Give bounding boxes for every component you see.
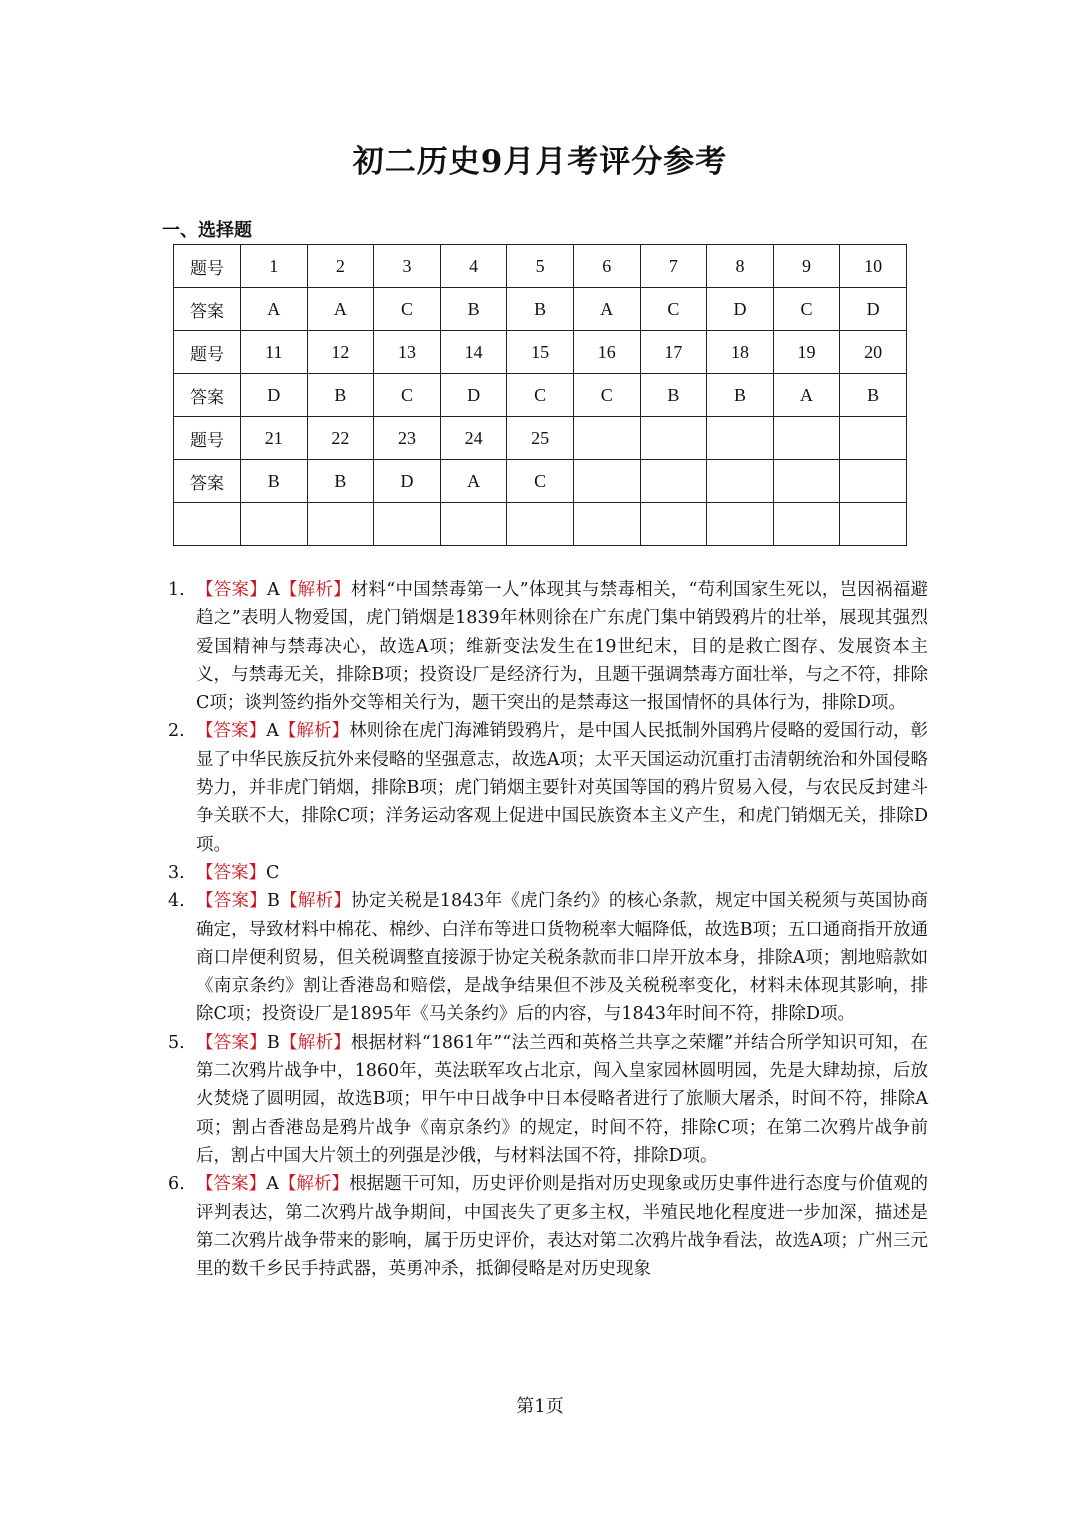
answer-table xyxy=(173,244,907,546)
answer-tag: 【答案】 xyxy=(196,891,267,912)
question-number-cell xyxy=(773,417,840,460)
explanation-item xyxy=(168,717,928,858)
analysis-text: 根据材料“1861年”“法兰西和英格兰共享之荣耀”并结合所学知识可知，在第二次鸦片战争中，1860年，英法联军攻占北京，闯入皇家园林圆明园，先是大肆劫掠，后放火焚烧了圆明园，故选B项；甲午中日战争中日本侵略者进行了旅顺大屠杀，时间不符，排除A项；割占香港岛是鸦片战争《南京条约》的规定，时间不符，排除C项；在第二次鸦片战争前后，割占中国大片领土的列强是沙俄，与材料法国不符，排除D项。 xyxy=(196,1032,929,1166)
answer-cell: A xyxy=(307,288,374,331)
item-answer: B xyxy=(266,1032,280,1053)
answer-cell: C xyxy=(640,288,707,331)
empty-cell xyxy=(174,503,241,546)
answer-cell: C xyxy=(573,374,640,417)
analysis-tag: 【解析】 xyxy=(279,891,352,912)
answer-cell: A xyxy=(241,288,308,331)
answer-cell: D xyxy=(707,288,774,331)
empty-cell xyxy=(640,503,707,546)
answer-tag: 【答案】 xyxy=(196,1032,267,1053)
answer-cell: B xyxy=(640,374,707,417)
question-number-cell: 20 xyxy=(840,331,907,374)
page-footer: 第1页 xyxy=(516,1396,564,1417)
item-body xyxy=(196,1029,928,1170)
question-number-cell xyxy=(840,417,907,460)
question-number-cell: 1 xyxy=(241,245,308,288)
answer-cell xyxy=(707,460,774,503)
empty-cell xyxy=(773,503,840,546)
row-label-number: 题号 xyxy=(174,331,241,374)
question-number-cell: 24 xyxy=(440,417,507,460)
answer-tag: 【答案】 xyxy=(196,580,267,600)
analysis-tag: 【解析】 xyxy=(278,1174,350,1195)
item-body xyxy=(196,576,928,717)
answer-tag: 【答案】 xyxy=(196,862,266,883)
question-number-cell xyxy=(707,417,774,460)
explanation-list xyxy=(168,576,928,1283)
empty-cell xyxy=(573,503,640,546)
answer-tag: 【答案】 xyxy=(196,721,267,742)
explanation-item xyxy=(168,1170,928,1283)
answer-row xyxy=(174,374,907,417)
analysis-tag: 【解析】 xyxy=(278,721,350,742)
section-title: 一、选择题 xyxy=(162,220,252,241)
question-number-cell: 9 xyxy=(773,245,840,288)
empty-cell xyxy=(507,503,574,546)
answer-cell: C xyxy=(507,374,574,417)
analysis-tag: 【解析】 xyxy=(279,580,351,600)
answer-row xyxy=(174,460,907,503)
question-number-row xyxy=(174,245,907,288)
empty-cell xyxy=(374,503,441,546)
question-number-cell: 2 xyxy=(307,245,374,288)
answer-cell: D xyxy=(440,374,507,417)
row-label-answer: 答案 xyxy=(174,288,241,331)
answer-cell: B xyxy=(440,288,507,331)
answer-cell xyxy=(640,460,707,503)
question-number-cell: 22 xyxy=(307,417,374,460)
empty-cell xyxy=(440,503,507,546)
item-body xyxy=(196,717,928,858)
question-number-cell xyxy=(640,417,707,460)
item-answer: B xyxy=(266,891,280,912)
answer-cell: B xyxy=(507,288,574,331)
item-answer: A xyxy=(266,1174,279,1195)
explanation-item xyxy=(168,859,928,887)
answer-cell: A xyxy=(440,460,507,503)
question-number-cell: 10 xyxy=(840,245,907,288)
answer-cell: B xyxy=(840,374,907,417)
answer-cell: A xyxy=(773,374,840,417)
question-number-cell: 23 xyxy=(374,417,441,460)
question-number-cell: 13 xyxy=(374,331,441,374)
question-number-cell: 15 xyxy=(507,331,574,374)
item-number: 5. xyxy=(168,1032,185,1053)
question-number-cell: 18 xyxy=(707,331,774,374)
question-number-cell: 14 xyxy=(440,331,507,374)
answer-cell xyxy=(773,460,840,503)
answer-cell: B xyxy=(307,460,374,503)
item-body xyxy=(196,887,928,1028)
question-number-row xyxy=(174,417,907,460)
analysis-text: 材料“中国禁毒第一人”体现其与禁毒相关，“苟利国家生死以，岂因祸福避趋之”表明人物爱国，虎门销烟是1839年林则徐在广东虎门集中销毁鸦片的壮举，展现其强烈爱国精神与禁毒决心，故选A项；维新变法发生在19世纪末，目的是救亡图存、发展资本主义，与禁毒无关，排除B项；投资设厂是经济行为，且题干强调禁毒方面壮举，与之不符，排除C项；谈判签约指外交等相关行为，题干突出的是禁毒这一报国情怀的具体行为，排除D项。 xyxy=(196,580,929,714)
answer-cell: C xyxy=(374,374,441,417)
answer-cell: B xyxy=(707,374,774,417)
item-number: 2. xyxy=(168,721,185,742)
analysis-tag: 【解析】 xyxy=(279,1032,351,1053)
question-number-row xyxy=(174,331,907,374)
item-answer: A xyxy=(266,721,279,742)
explanation-item xyxy=(168,887,928,1028)
analysis-text: 林则徐在虎门海滩销毁鸦片，是中国人民抵制外国鸦片侵略的爱国行动，彰显了中华民族反抗外来侵略的坚强意志，故选A项；太平天国运动沉重打击清朝统治和外国侵略势力，并非虎门销烟，排除B项；虎门销烟主要针对英国等国的鸦片贸易入侵，与农民反封建斗争关联不大，排除C项；洋务运动客观上促进中国民族资本主义产生，和虎门销烟无关，排除D项。 xyxy=(196,721,929,855)
question-number-cell: 3 xyxy=(374,245,441,288)
question-number-cell xyxy=(573,417,640,460)
row-label-answer: 答案 xyxy=(174,374,241,417)
question-number-cell: 21 xyxy=(241,417,308,460)
question-number-cell: 17 xyxy=(640,331,707,374)
question-number-cell: 8 xyxy=(707,245,774,288)
row-label-number: 题号 xyxy=(174,417,241,460)
analysis-text: 协定关税是1843年《虎门条约》的核心条款，规定中国关税须与英国协商确定，导致材料中棉花、棉纱、白洋布等进口货物税率大幅降低，故选B项；五口通商指开放通商口岸便利贸易，但关税调整直接源于协定关税条款而非口岸开放本身，排除A项；割地赔款如《南京条约》割让香港岛和赔偿，是战争结果但不涉及关税税率变化，材料未体现其影响，排除C项；投资设厂是1895年《马关条约》后的内容，与1843年时间不符，排除D项。 xyxy=(196,891,928,1025)
row-label-number: 题号 xyxy=(174,245,241,288)
item-answer: A xyxy=(266,580,280,600)
analysis-text: 根据题干可知，历史评价则是指对历史现象或历史事件进行态度与价值观的评判表达，第二次鸦片战争期间，中国丧失了更多主权，半殖民地化程度进一步加深，描述是第二次鸦片战争带来的影响，属于历史评价，表达对第二次鸦片战争看法，故选A项；广州三元里的数千乡民手持武器，英勇冲杀，抵御侵略是对历史现象 xyxy=(196,1174,929,1280)
empty-cell xyxy=(840,503,907,546)
empty-row xyxy=(174,503,907,546)
question-number-cell: 11 xyxy=(241,331,308,374)
explanation-item xyxy=(168,1029,928,1170)
answer-cell: D xyxy=(840,288,907,331)
item-number: 3. xyxy=(168,862,185,883)
answer-cell: C xyxy=(374,288,441,331)
question-number-cell: 12 xyxy=(307,331,374,374)
answer-cell xyxy=(573,460,640,503)
answer-cell xyxy=(840,460,907,503)
item-number: 4. xyxy=(168,891,185,912)
item-number: 1. xyxy=(168,580,185,600)
answer-cell: B xyxy=(241,460,308,503)
answer-cell: C xyxy=(507,460,574,503)
explanation-item xyxy=(168,576,928,717)
empty-cell xyxy=(307,503,374,546)
question-number-cell: 6 xyxy=(573,245,640,288)
question-number-cell: 19 xyxy=(773,331,840,374)
answer-cell: B xyxy=(307,374,374,417)
answer-cell: D xyxy=(374,460,441,503)
item-number: 6. xyxy=(168,1174,185,1195)
row-label-answer: 答案 xyxy=(174,460,241,503)
empty-cell xyxy=(707,503,774,546)
item-body xyxy=(196,1170,928,1283)
question-number-cell: 7 xyxy=(640,245,707,288)
empty-cell xyxy=(241,503,308,546)
answer-cell: A xyxy=(573,288,640,331)
answer-tag: 【答案】 xyxy=(196,1174,267,1195)
question-number-cell: 25 xyxy=(507,417,574,460)
answer-cell: D xyxy=(241,374,308,417)
item-answer: C xyxy=(266,862,280,883)
answer-cell: C xyxy=(773,288,840,331)
answer-row xyxy=(174,288,907,331)
item-body xyxy=(196,859,928,887)
question-number-cell: 5 xyxy=(507,245,574,288)
question-number-cell: 4 xyxy=(440,245,507,288)
question-number-cell: 16 xyxy=(573,331,640,374)
page-title: 初二历史9月月考评分参考 xyxy=(352,144,728,180)
